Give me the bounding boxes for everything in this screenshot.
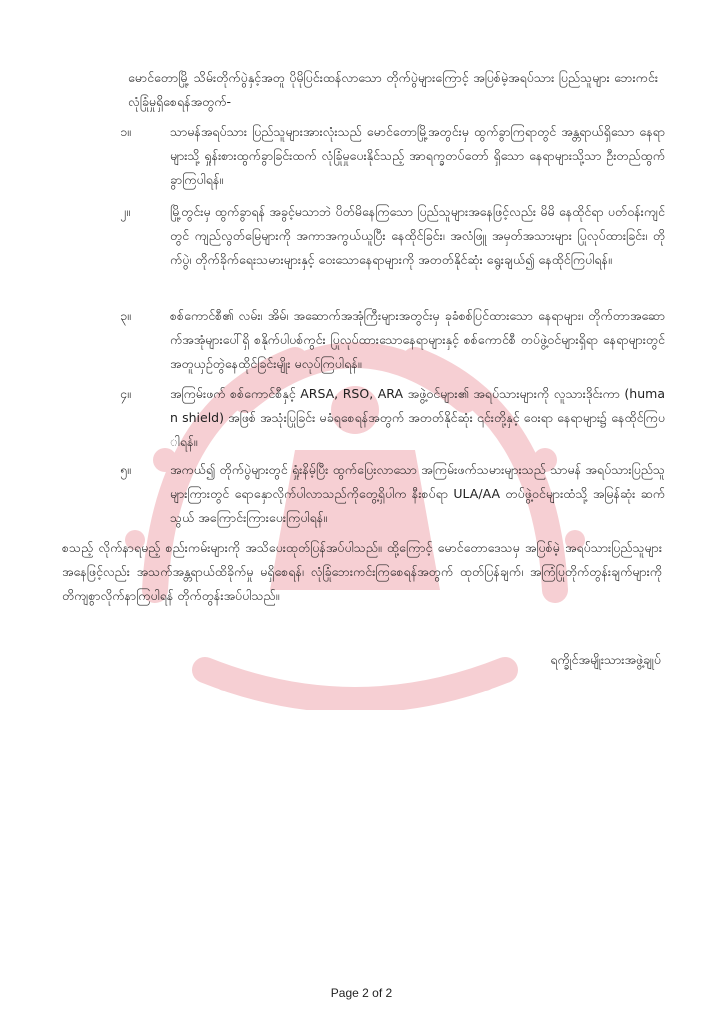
page-number: Page 2 of 2 <box>330 986 393 1000</box>
item-text: မြို့တွင်းမှ ထွက်ခွာရန် အခွင့်မသာဘဲ ပိတ်မိနေကြသော ပြည်သူများအနေဖြင့်လည်း မိမိ နေထိုင်ရာ ပတ်ဝန်းကျင်တွင် ကျည်လွတ်မြေများကို အကာအကွယ်ယူပြီး နေထိုင်ခြင်း၊ အလံဖြူ အမှတ်အသားများ ပြုလုပ်ထားခြင်း၊ တိုက်ပွဲ၊ တိုက်ခိုက်ရေးသမားများနှင့် ဝေးသောနေရာများကို အတတ်နိုင်ဆုံး ရွေးချယ်၍ နေထိုင်ကြပါရန်။ <box>170 204 665 267</box>
closing-paragraph: စသည့် လိုက်နာရမည့် စည်းကမ်းများကို အသိပေးထုတ်ပြန်အပ်ပါသည်။ ထို့ကြောင့် မောင်တောဒေသမှ အပြစ်မဲ့ အရပ်သားပြည်သူများအနေဖြင့်လည်း အသက်အန္တရာယ်ထိခိုက်မှု မရှိစေရန်၊ လုံခြုံဘေးကင်းကြစေရန်အတွက် ထုတ်ပြန်ချက်၊ အကြံပြုတိုက်တွန်းချက်များကို တိကျစွာလိုက်နာကြပါရန် တိုက်တွန်းအပ်ပါသည်။ <box>62 540 662 603</box>
item-text: အကယ်၍ တိုက်ပွဲများတွင် ရှုံးနိမ့်ပြီး ထွက်ပြေးလာသော အကြမ်းဖက်သမားများသည် သာမန် အရပ်သားပြည်သူများကြားတွင် ရောနှောလိုက်ပါလာသည်ကိုတွေ့ရှိပါက နီးစပ်ရာ ULA/AA တပ်ဖွဲ့ဝင်များထံသို့ အမြန်ဆုံး ဆက်သွယ် အကြောင်းကြားပေးကြပါရန်။ <box>170 462 665 525</box>
item-number: ၁။ <box>120 124 131 139</box>
item-text: စစ်ကောင်စီ၏ လမ်း၊ အိမ်၊ အဆောက်အအုံကြီးများအတွင်းမှ ခုခံစစ်ပြင်ထားသော နေရာများ၊ တိုက်တာအဆောက်အအုံများပေါ်ရှိ စနိုက်ပါပစ်ကွင်း ပြုလုပ်ထားသောနေရာများနှင့် စစ်ကောင်စီ တပ်ဖွဲ့ဝင်များရှိရာ နေရာများတွင် အတူယှဉ်တွဲနေထိုင်ခြင်းမျိုး မလုပ်ကြပါရန်။ <box>170 308 665 371</box>
intro-paragraph: မောင်တောမြို့ သိမ်းတိုက်ပွဲနှင့်အတူ ပိုမိုပြင်းထန်လာသော တိုက်ပွဲများကြောင့် အပြစ်မဲ့အရပ်သား ပြည်သူများ ဘေးကင်းလုံခြုံမှုရှိစေရန်အတွက်- <box>128 70 658 109</box>
item-number: ၂။ <box>120 204 130 219</box>
item-number: ၄။ <box>120 386 131 401</box>
signature-organization: ရက္ခိုင်အမျိုးသားအဖွဲ့ချုပ် <box>550 652 661 667</box>
item-number: ၃။ <box>120 308 131 323</box>
item-text: အကြမ်းဖက် စစ်ကောင်စီနှင့် ARSA, RSO, ARA အဖွဲ့ဝင်များ၏ အရပ်သားများကို လူသားဒိုင်းကာ (human shield) အဖြစ် အသုံးပြုခြင်း မခံရစေရန်အတွက် အတတ်နိုင်ဆုံး ၎င်းတို့နှင့် ဝေးရာ နေရာများ၌ နေထိုင်ကြပါရန်။ <box>170 386 665 449</box>
item-number: ၅။ <box>120 462 131 477</box>
item-text: သာမန်အရပ်သား ပြည်သူများအားလုံးသည် မောင်တောမြို့အတွင်းမှ ထွက်ခွာကြရာတွင် အန္တရာယ်ရှိသော နေရာများသို့ ရှုန်းစားထွက်ခွာခြင်းထက် လုံခြုံမှုပေးနိုင်သည့် အာရက္ခတပ်တော် ရှိသော နေရာများသို့သာ ဦးတည်ထွက်ခွာကြပါရန်။ <box>170 124 665 187</box>
